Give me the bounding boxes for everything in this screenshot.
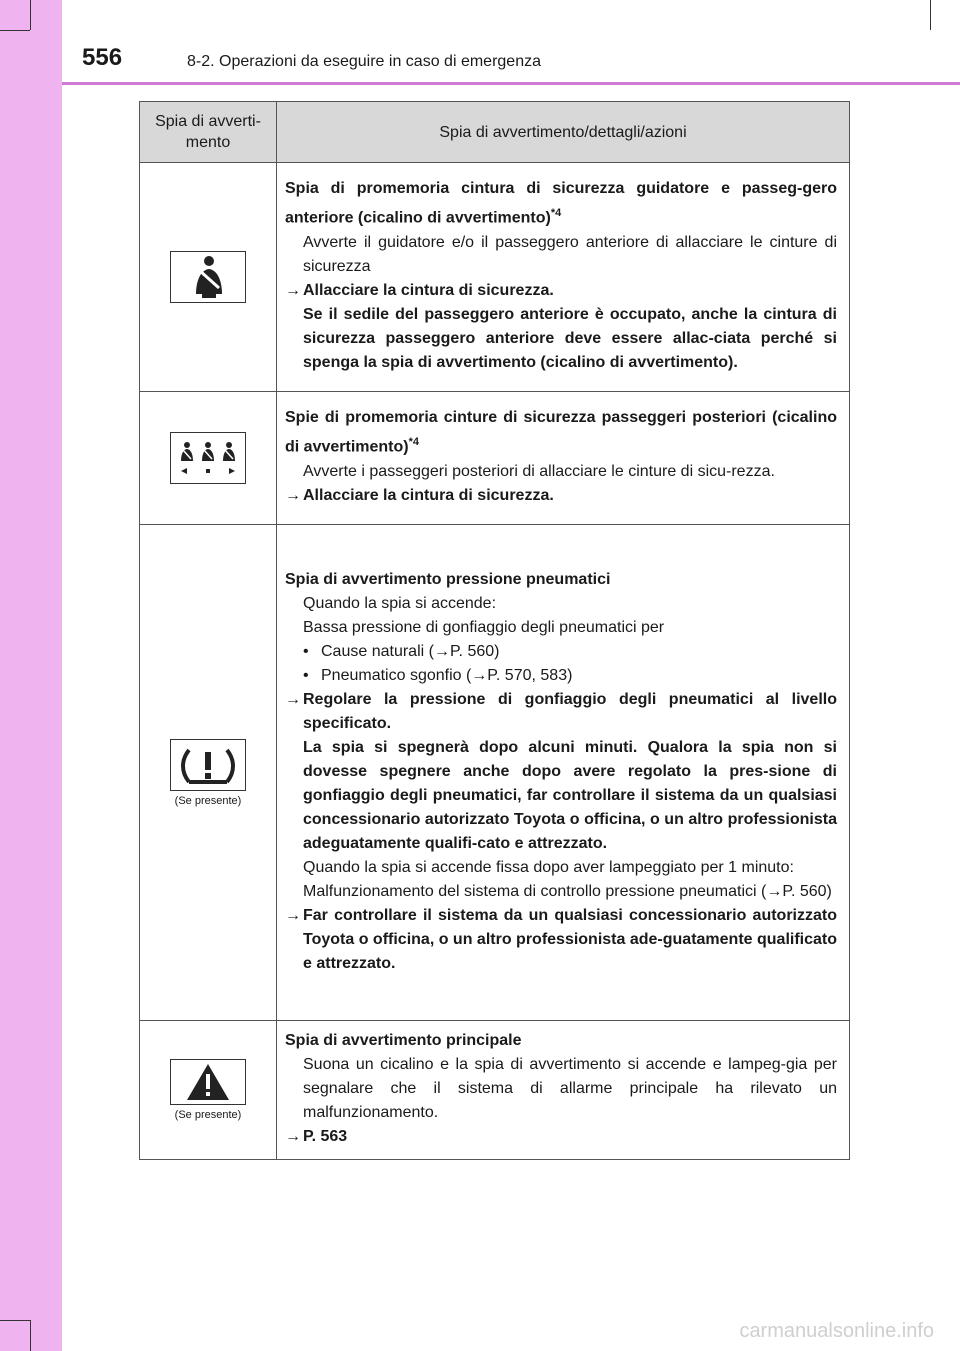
icon-cell	[140, 392, 277, 525]
arrow-icon: →	[285, 906, 301, 924]
row-title: Spia di avvertimento pressione pneumatici	[285, 570, 611, 588]
optional-note: (Se presente)	[174, 794, 242, 807]
warning-lights-table	[139, 101, 850, 1160]
details-cell	[277, 163, 850, 392]
action-line	[285, 279, 837, 303]
tire-pressure-warning-icon	[170, 739, 246, 791]
crop-mark	[0, 30, 30, 31]
row-line: Quando la spia si accende:	[303, 594, 497, 612]
table-row	[140, 163, 850, 392]
row-title: Spia di avvertimento principale	[285, 1032, 522, 1049]
action-line	[285, 688, 837, 736]
action-text: Allacciare la cintura di sicurezza.	[303, 486, 554, 504]
row-description: Avverte i passeggeri posteriori di allacciare le cinture di sicu-rezza.	[303, 462, 775, 480]
row-description: Avverte il guidatore e/o il passeggero anteriore di allacciare le cinture di sicurezza	[303, 233, 837, 275]
table-row	[140, 1021, 850, 1160]
icon-cell	[140, 525, 277, 1021]
crop-mark	[0, 1320, 30, 1321]
action-line	[285, 1125, 837, 1149]
bullet-icon: •	[303, 642, 309, 660]
details-cell	[277, 392, 850, 525]
footnote-ref: *4	[408, 436, 419, 449]
arrow-icon: →	[285, 1128, 301, 1145]
details-cell	[277, 1021, 850, 1160]
section-title: 8-2. Operazioni da eseguire in caso di emergenza	[187, 53, 541, 70]
action-detail: La spia si spegnerà dopo alcuni minuti. Qualora la spia non si dovesse spegnere anche dopo avere regolato la pres-sione di gonfiaggio degli pneumatici, far controllare il sistema da un qualsiasi concessionario autorizzato Toyota o officina, o un altro professionista adeguatamente qualifi-cato e attrezzato.	[303, 738, 837, 852]
action-text: Regolare la pressione di gonfiaggio degli pneumatici al livello specificato.	[303, 690, 837, 732]
crop-mark	[30, 1320, 31, 1351]
col-header-light	[140, 102, 277, 163]
action-text: Allacciare la cintura di sicurezza.	[303, 281, 554, 299]
bullet-item	[285, 640, 837, 664]
row-title: Spia di promemoria cintura di sicurezza guidatore e passeg-gero anteriore (cicalino di avvertimento)	[285, 180, 837, 227]
crop-mark	[930, 0, 931, 30]
action-text: Far controllare il sistema da un qualsiasi concessionario autorizzato Toyota o officina, o un altro professionista ade-guatamente qualificato e attrezzato.	[303, 906, 837, 972]
watermark-footer: carmanualsonline.info	[739, 1320, 934, 1342]
rear-seatbelt-warning-icon	[170, 432, 246, 484]
table-header-row	[140, 102, 850, 163]
col-header-light-text: Spia di avverti- mento	[155, 113, 261, 151]
icon-cell	[140, 1021, 277, 1160]
row-line: Bassa pressione di gonfiaggio degli pneumatici per	[303, 618, 665, 636]
action-text: P. 563	[303, 1128, 348, 1145]
arrow-icon: →	[285, 486, 301, 504]
details-cell	[277, 525, 850, 1021]
seatbelt-warning-icon	[170, 251, 246, 303]
bullet-item	[285, 664, 837, 688]
table-row	[140, 525, 850, 1021]
bullet-text: Pneumatico sgonfio (→P. 570, 583)	[321, 666, 573, 684]
action-detail: Se il sedile del passeggero anteriore è occupato, anche la cintura di sicurezza passeggero anteriore deve essere allac-ciata perché si spenga la spia di avvertimento (cicalino di avvertimento).	[303, 305, 837, 371]
table-row	[140, 392, 850, 525]
action-line	[285, 484, 837, 508]
master-warning-icon	[170, 1059, 246, 1105]
page-number: 556	[82, 44, 123, 71]
row-line: Malfunzionamento del sistema di controllo pressione pneumatici (→P. 560)	[303, 882, 832, 900]
bullet-icon: •	[303, 666, 309, 684]
optional-note: (Se presente)	[174, 1109, 242, 1121]
bullet-text: Cause naturali (→P. 560)	[321, 642, 500, 660]
icon-cell	[140, 163, 277, 392]
page-side-band	[0, 0, 62, 1351]
footnote-ref: *4	[550, 207, 562, 220]
arrow-icon: →	[285, 281, 301, 299]
header-rule	[62, 82, 960, 85]
arrow-icon: →	[285, 690, 301, 708]
row-description: Suona un cicalino e la spia di avvertimento si accende e lampeg-gia per segnalare che il sistema di allarme principale ha rilevato un malfunzionamento.	[303, 1056, 837, 1121]
row-title: Spie di promemoria cinture di sicurezza passeggeri posteriori (cicalino di avvertimento)	[285, 409, 837, 456]
col-header-details: Spia di avvertimento/dettagli/azioni	[277, 102, 850, 163]
action-line	[285, 904, 837, 976]
crop-mark	[30, 0, 31, 30]
row-line: Quando la spia si accende fissa dopo aver lampeggiato per 1 minuto:	[303, 858, 794, 876]
